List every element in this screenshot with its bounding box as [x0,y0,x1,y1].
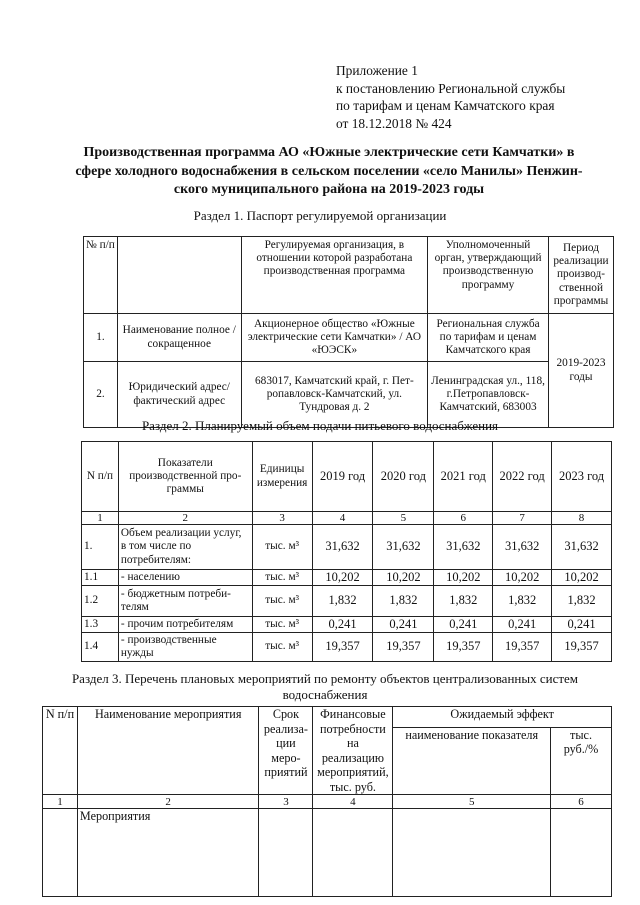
row-value: 31,632 [552,525,612,570]
row-value: 31,632 [493,525,552,570]
row-value: 31,632 [312,525,373,570]
header-term: Срок реализа-ции меро-приятий [259,707,313,795]
row-name: - населению [118,570,252,586]
supply-table [81,441,612,662]
row-value: 10,202 [552,570,612,586]
row-num: 1.4 [82,633,119,662]
row-finance [313,809,393,897]
header-year: 2022 год [493,442,552,512]
approval-line: Приложение 1 [336,63,418,78]
header-year: 2020 год [373,442,434,512]
row-org: Акционерное общество «Южные электрические сети Камчатки» / АО «ЮЭСК» [241,314,428,362]
header-effect: Ожидаемый эффект [393,707,612,728]
row-value: 10,202 [434,570,493,586]
title-line: Производственная программа АО «Южные электрические сети Камчатки» в [83,145,575,160]
row-unit: тыс. м³ [252,525,312,570]
col-number: 6 [434,512,493,525]
row-label: Наименование полное / сокращенное [117,314,241,362]
header-org: Регулируемая организация, в отношении которой разработана производственная программа [241,237,428,314]
header-name: Наименование мероприятия [77,707,259,795]
approval-block [336,62,626,132]
col-number: 1 [43,795,78,809]
approval-line: по тарифам и ценам Камчатского края [336,98,555,113]
row-num: 1. [82,525,119,570]
row-value: 0,241 [434,617,493,633]
col-number: 7 [493,512,552,525]
approval-line: от 18.12.2018 № 424 [336,115,452,131]
section2-title: Раздел 2. Планируемый объем подачи питьевого водоснабжения [141,418,499,433]
header-empty [117,237,241,314]
row-unit: тыс. м³ [252,586,312,617]
row-authority: Региональная служба по тарифам и ценам Камчатского края [428,314,549,362]
row-value: 1,832 [312,586,373,617]
document-title [50,144,608,200]
row-value: 10,202 [493,570,552,586]
passport-table [83,236,614,428]
table-row [82,617,612,633]
header-num: N п/п [43,707,78,795]
table-row [82,586,612,617]
row-value: 1,832 [493,586,552,617]
col-number: 3 [259,795,313,809]
col-number: 2 [77,795,259,809]
col-number: 1 [82,512,119,525]
row-unit: тыс. м³ [252,570,312,586]
row-name: - прочим потребителям [118,617,252,633]
row-value: 1,832 [373,586,434,617]
row-term [259,809,313,897]
table-row [82,570,612,586]
header-finance: Финансовые потребности на реализацию мероприятий, тыс. руб. [313,707,393,795]
row-name: - производственные нужды [118,633,252,662]
row-name: - бюджетным потреби-телям [118,586,252,617]
col-number: 5 [393,795,551,809]
table-row [82,633,612,662]
row-num: 1.3 [82,617,119,633]
row-value: 1,832 [434,586,493,617]
row-unit: тыс. м³ [252,617,312,633]
row-value: 19,357 [434,633,493,662]
header-unit: Единицы измерения [252,442,312,512]
title-line: ского муниципального района на 2019-2023 годы [173,182,485,198]
header-effect-unit: тыс. руб./% [551,727,612,794]
row-value: 19,357 [373,633,434,662]
col-number: 2 [118,512,252,525]
header-year: 2023 год [552,442,612,512]
header-effect-name: наименование показателя [393,727,551,794]
row-value: 19,357 [312,633,373,662]
period-value: 2019-2023 годы [548,314,613,428]
header-indicator: Показатели производственной про-граммы [118,442,252,512]
row-value: 31,632 [434,525,493,570]
row-value: 10,202 [373,570,434,586]
row-num: 1. [84,314,118,362]
section3-title [40,671,610,703]
row-num: 1.2 [82,586,119,617]
section3-title-line: Раздел 3. Перечень плановых мероприятий по ремонту объектов централизованных систем [71,671,579,686]
col-number: 4 [312,512,373,525]
header-num: N п/п [82,442,119,512]
measures-table [42,706,612,897]
approval-line: к постановлению Региональной службы [336,80,566,96]
row-authority: Ленинградская ул., 118, г.Петропавловск-Камчатский, 683003 [428,362,549,428]
header-num: № п/п [84,237,118,314]
section1-title: Раздел 1. Паспорт регулируемой организации [193,208,447,223]
section3-title-line: водоснабжения [282,687,368,702]
row-value: 0,241 [312,617,373,633]
col-number: 4 [313,795,393,809]
table-row [82,525,612,570]
row-name: Мероприятия [77,809,259,897]
row-num [43,809,78,897]
row-value: 0,241 [552,617,612,633]
row-value: 0,241 [493,617,552,633]
table-row [43,809,612,897]
row-effect-unit [551,809,612,897]
header-period: Период реализации производ-ственной программы [548,237,613,314]
row-org: 683017, Камчатский край, г. Пет-ропавловск-Камчатский, ул. Тундровая д. 2 [241,362,428,428]
row-effect-name [393,809,551,897]
row-unit: тыс. м³ [252,633,312,662]
header-year: 2019 год [312,442,373,512]
row-num: 2. [84,362,118,428]
header-authority: Уполномоченный орган, утверждающий производственную программу [428,237,549,314]
col-number: 3 [252,512,312,525]
row-name: Объем реализации услуг, в том числе по потребителям: [118,525,252,570]
row-value: 1,832 [552,586,612,617]
row-value: 31,632 [373,525,434,570]
row-value: 0,241 [373,617,434,633]
row-value: 10,202 [312,570,373,586]
col-number: 5 [373,512,434,525]
col-number: 8 [552,512,612,525]
header-year: 2021 год [434,442,493,512]
row-value: 19,357 [552,633,612,662]
col-number: 6 [551,795,612,809]
row-label: Юридический адрес/фактический адрес [117,362,241,428]
row-num: 1.1 [82,570,119,586]
title-line: сфере холодного водоснабжения в сельском поселении «село Манилы» Пенжин- [75,163,583,179]
row-value: 19,357 [493,633,552,662]
